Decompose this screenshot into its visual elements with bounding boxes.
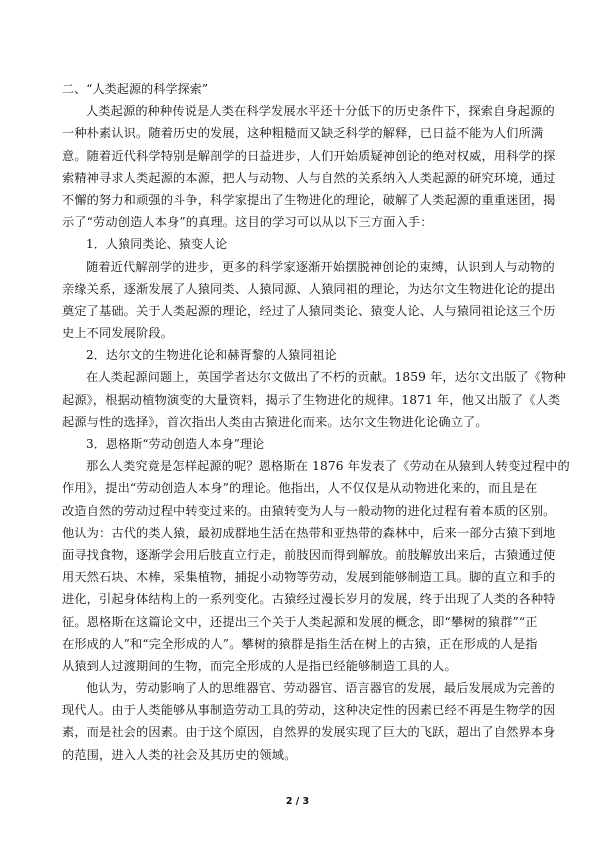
paragraph-line: 从猿到人过渡期间的生物，而完全形成的人是指已经能够制造工具的人。 [62, 658, 457, 673]
section-title: 二、“人类起源的科学探索” [62, 82, 209, 96]
paragraph-line: 亲缘关系，逐渐发展了人猿同类、人猿同源、人猿同祖的理论，为达尔文生物进化论的提出 [62, 281, 556, 296]
paragraph-line: 他认为，劳动影响了人的思维器官、劳动器官、语言器官的发展，最后发展成为完善的 [86, 681, 555, 696]
paragraph-line: 不懈的努力和顽强的斗争，科学家提出了生物进化的理论，破解了人类起源的重重迷团，揭 [62, 192, 556, 207]
paragraph-line: 奠定了基础。关于人类起源的理论，经过了人猿同类论、猿变人论、人与猿同祖论这三个历 [62, 303, 556, 318]
paragraph-line: 那么人类究竟是怎样起源的呢？恩格斯在 1876 年发表了《劳动在从猿到人转变过程中的 [86, 459, 570, 474]
paragraph-line: 史上不同发展阶段。 [62, 326, 174, 341]
paragraph-line: 素，而是社会的因素。由于这个原因，自然界的发展实现了巨大的飞跃，超出了自然界本身 [62, 725, 556, 740]
paragraph-line: 人类起源的种种传说是人类在科学发展水平还十分低下的历史条件下，探索自身起源的 [86, 104, 555, 119]
paragraph-line: 起源与性的选择》，首次指出人类由古猿进化而来。达尔文生物进化论确立了。 [62, 414, 488, 429]
paragraph-line: 起源》，根据动植物演变的大量资料，揭示了生物进化的规律。1871 年，他又出版了《人类 [62, 392, 561, 407]
paragraph-line: 的范围，进入人类的社会及其历史的领域。 [62, 747, 297, 762]
subsection-heading: 3．恩格斯“劳动创造人本身”理论 [86, 437, 265, 451]
paragraph-line: 用天然石块、木棒，采集植物，捕捉小动物等劳动，发展到能够制造工具。脚的直立和手的 [62, 570, 556, 585]
paragraph-line: 示了“劳动创造人本身”的真理。这目的学习可以从以下三方面入手： [62, 215, 433, 230]
document-page [62, 78, 570, 766]
paragraph-line: 现代人。由于人类能够从事制造劳动工具的劳动，这种决定性的因素已经不再是生物学的因 [62, 703, 556, 718]
subsection-heading: 2．达尔文的生物进化论和赫胥黎的人猿同祖论 [86, 348, 337, 363]
paragraph-line: 他认为：古代的类人猿，最初成群地生活在热带和亚热带的森林中，后来一部分古猿下到地 [62, 525, 556, 540]
paragraph-line: 意。随着近代科学特别是解剖学的日益进步，人们开始质疑神创论的绝对权威，用科学的探 [62, 148, 556, 163]
paragraph-line: 作用》，提出“劳动创造人本身”的理论。他指出，人不仅仅是从动物进化来的，而且是在 [62, 481, 538, 496]
paragraph-line: 随着近代解剖学的进步，更多的科学家逐渐开始摆脱神创论的束缚，认识到人与动物的 [86, 259, 555, 274]
paragraph-line: 面寻找食物，逐渐学会用后肢直立行走，前肢因而得到解放。前肢解放出来后，古猿通过使 [62, 547, 556, 562]
paragraph-line: 进化，引起身体结构上的一系列变化。古猿经过漫长岁月的发展，终于出现了人类的各种特 [62, 592, 556, 607]
paragraph-line: 索精神寻求人类起源的本源，把人与动物、人与自然的关系纳入人类起源的研究环境，通过 [62, 170, 556, 185]
paragraph-line: 征。恩格斯在这篇论文中，还提出三个关于人类起源和发展的概念，即“攀树的猿群”“正 [62, 614, 538, 629]
paragraph-line: 在人类起源问题上，英国学者达尔文做出了不朽的贡献。1859 年，达尔文出版了《物种 [86, 370, 566, 385]
page-number: 2 / 3 [285, 796, 310, 807]
paragraph-line: 一种朴素认识。随着历史的发展，这种粗糙而又缺乏科学的解释，已日益不能为人们所满 [62, 126, 544, 141]
subsection-heading: 1．人猿同类论、猿变人论 [86, 237, 228, 252]
paragraph-line: 改造自然的劳动过程中转变过来的。由猿转变为人与一般动物的进化过程有着本质的区别。 [62, 503, 556, 518]
paragraph-line: 在形成的人”和“完全形成的人”。攀树的猿群是指生活在树上的古猿，正在形成的人是指 [62, 636, 538, 651]
